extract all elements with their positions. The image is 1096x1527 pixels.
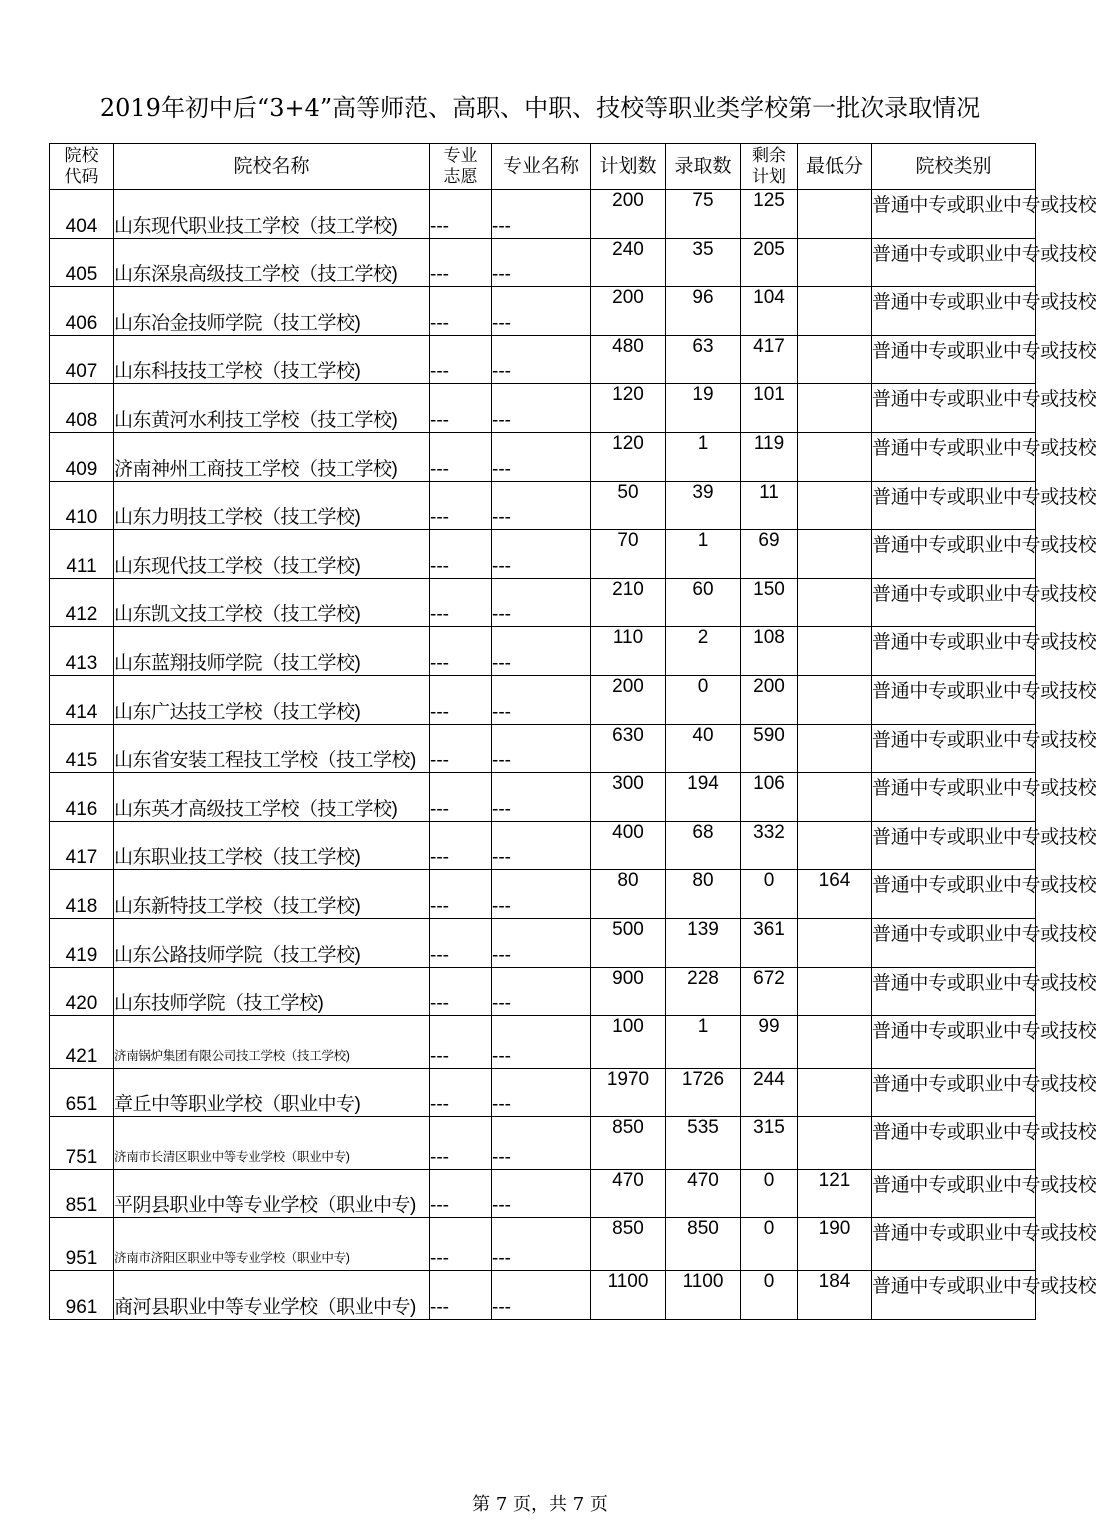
cell-code: 417 bbox=[50, 821, 114, 870]
cell-major-name: --- bbox=[492, 821, 591, 870]
cell-admitted: 75 bbox=[666, 190, 741, 239]
cell-major-name: --- bbox=[492, 190, 591, 239]
cell-major-name: --- bbox=[492, 1016, 591, 1069]
cell-school-name: 济南市济阳区职业中等专业学校（职业中专) bbox=[114, 1218, 430, 1271]
cell-admitted: 1100 bbox=[666, 1271, 741, 1320]
cell-min-score bbox=[798, 1016, 872, 1069]
cell-school-name: 山东黄河水利技工学校（技工学校) bbox=[114, 384, 430, 433]
cell-school-name: 山东新特技工学校（技工学校) bbox=[114, 870, 430, 919]
cell-admitted: 96 bbox=[666, 287, 741, 336]
cell-min-score: 190 bbox=[798, 1218, 872, 1271]
cell-remaining: 672 bbox=[741, 967, 798, 1016]
cell-remaining: 104 bbox=[741, 287, 798, 336]
cell-major-choice: --- bbox=[430, 821, 492, 870]
cell-min-score bbox=[798, 190, 872, 239]
cell-major-choice: --- bbox=[430, 384, 492, 433]
cell-plan: 200 bbox=[591, 287, 666, 336]
cell-school-name: 山东现代职业技工学校（技工学校) bbox=[114, 190, 430, 239]
cell-admitted: 850 bbox=[666, 1218, 741, 1271]
cell-remaining: 244 bbox=[741, 1068, 798, 1117]
cell-plan: 900 bbox=[591, 967, 666, 1016]
cell-category: 普通中专或职业中专或技校 bbox=[872, 1117, 1036, 1170]
table-row bbox=[50, 384, 1036, 433]
cell-major-choice: --- bbox=[430, 432, 492, 481]
cell-plan: 200 bbox=[591, 675, 666, 724]
cell-plan: 1100 bbox=[591, 1271, 666, 1320]
cell-category: 普通中专或职业中专或技校 bbox=[872, 190, 1036, 239]
cell-min-score bbox=[798, 1068, 872, 1117]
table-row bbox=[50, 481, 1036, 530]
cell-min-score bbox=[798, 773, 872, 822]
cell-code: 961 bbox=[50, 1271, 114, 1320]
table-row bbox=[50, 190, 1036, 239]
cell-major-name: --- bbox=[492, 967, 591, 1016]
cell-admitted: 35 bbox=[666, 238, 741, 287]
cell-remaining: 0 bbox=[741, 870, 798, 919]
table-row bbox=[50, 1016, 1036, 1069]
cell-code: 416 bbox=[50, 773, 114, 822]
cell-plan: 100 bbox=[591, 1016, 666, 1069]
cell-admitted: 2 bbox=[666, 627, 741, 676]
cell-school-name: 济南锅炉集团有限公司技工学校（技工学校) bbox=[114, 1016, 430, 1069]
cell-major-choice: --- bbox=[430, 190, 492, 239]
cell-remaining: 332 bbox=[741, 821, 798, 870]
cell-school-name: 平阴县职业中等专业学校（职业中专) bbox=[114, 1169, 430, 1218]
cell-plan: 120 bbox=[591, 384, 666, 433]
cell-category: 普通中专或职业中专或技校 bbox=[872, 432, 1036, 481]
cell-code: 415 bbox=[50, 724, 114, 773]
cell-code: 405 bbox=[50, 238, 114, 287]
cell-major-choice: --- bbox=[430, 1016, 492, 1069]
cell-plan: 630 bbox=[591, 724, 666, 773]
table-row bbox=[50, 530, 1036, 579]
cell-category: 普通中专或职业中专或技校 bbox=[872, 821, 1036, 870]
table-row bbox=[50, 675, 1036, 724]
cell-major-choice: --- bbox=[430, 1218, 492, 1271]
table-row bbox=[50, 627, 1036, 676]
cell-admitted: 0 bbox=[666, 675, 741, 724]
cell-code: 414 bbox=[50, 675, 114, 724]
cell-code: 421 bbox=[50, 1016, 114, 1069]
cell-category: 普通中专或职业中专或技校 bbox=[872, 1016, 1036, 1069]
header-plan: 计划数 bbox=[591, 144, 666, 190]
cell-plan: 80 bbox=[591, 870, 666, 919]
cell-category: 普通中专或职业中专或技校 bbox=[872, 1271, 1036, 1320]
cell-remaining: 0 bbox=[741, 1271, 798, 1320]
cell-school-name: 山东现代技工学校（技工学校) bbox=[114, 530, 430, 579]
cell-school-name: 山东凯文技工学校（技工学校) bbox=[114, 578, 430, 627]
cell-min-score: 184 bbox=[798, 1271, 872, 1320]
cell-category: 普通中专或职业中专或技校 bbox=[872, 238, 1036, 287]
cell-major-name: --- bbox=[492, 1068, 591, 1117]
cell-plan: 120 bbox=[591, 432, 666, 481]
cell-major-choice: --- bbox=[430, 1117, 492, 1170]
table-row bbox=[50, 724, 1036, 773]
cell-major-choice: --- bbox=[430, 773, 492, 822]
table-body bbox=[50, 190, 1096, 1320]
cell-major-name: --- bbox=[492, 432, 591, 481]
header-min-score: 最低分 bbox=[798, 144, 872, 190]
cell-school-name: 济南市长清区职业中等专业学校（职业中专) bbox=[114, 1117, 430, 1170]
table-row bbox=[50, 967, 1036, 1016]
cell-code: 418 bbox=[50, 870, 114, 919]
cell-admitted: 39 bbox=[666, 481, 741, 530]
cell-code: 420 bbox=[50, 967, 114, 1016]
cell-plan: 470 bbox=[591, 1169, 666, 1218]
cell-plan: 500 bbox=[591, 918, 666, 967]
table-row bbox=[50, 1117, 1036, 1170]
cell-category: 普通中专或职业中专或技校 bbox=[872, 627, 1036, 676]
cell-min-score bbox=[798, 918, 872, 967]
cell-major-name: --- bbox=[492, 481, 591, 530]
cell-plan: 210 bbox=[591, 578, 666, 627]
cell-category: 普通中专或职业中专或技校 bbox=[872, 724, 1036, 773]
cell-major-name: --- bbox=[492, 773, 591, 822]
page-footer: 第 7 页，共 7 页 bbox=[472, 1494, 608, 1515]
cell-code: 407 bbox=[50, 335, 114, 384]
cell-school-name: 山东蓝翔技师学院（技工学校) bbox=[114, 627, 430, 676]
table-row bbox=[50, 578, 1036, 627]
cell-code: 412 bbox=[50, 578, 114, 627]
cell-code: 413 bbox=[50, 627, 114, 676]
cell-remaining: 205 bbox=[741, 238, 798, 287]
cell-major-name: --- bbox=[492, 870, 591, 919]
cell-min-score bbox=[798, 287, 872, 336]
cell-code: 406 bbox=[50, 287, 114, 336]
cell-min-score bbox=[798, 967, 872, 1016]
cell-major-choice: --- bbox=[430, 918, 492, 967]
cell-admitted: 63 bbox=[666, 335, 741, 384]
cell-school-name: 山东深泉高级技工学校（技工学校) bbox=[114, 238, 430, 287]
cell-code: 409 bbox=[50, 432, 114, 481]
cell-category: 普通中专或职业中专或技校 bbox=[872, 675, 1036, 724]
cell-admitted: 470 bbox=[666, 1169, 741, 1218]
cell-plan: 850 bbox=[591, 1218, 666, 1271]
cell-school-name: 济南神州工商技工学校（技工学校) bbox=[114, 432, 430, 481]
cell-major-name: --- bbox=[492, 675, 591, 724]
cell-min-score: 121 bbox=[798, 1169, 872, 1218]
cell-remaining: 361 bbox=[741, 918, 798, 967]
cell-plan: 70 bbox=[591, 530, 666, 579]
cell-admitted: 68 bbox=[666, 821, 741, 870]
table-row bbox=[50, 287, 1036, 336]
cell-remaining: 590 bbox=[741, 724, 798, 773]
cell-major-choice: --- bbox=[430, 287, 492, 336]
cell-category: 普通中专或职业中专或技校 bbox=[872, 773, 1036, 822]
cell-major-name: --- bbox=[492, 335, 591, 384]
cell-code: 411 bbox=[50, 530, 114, 579]
cell-remaining: 125 bbox=[741, 190, 798, 239]
cell-school-name: 山东广达技工学校（技工学校) bbox=[114, 675, 430, 724]
cell-major-name: --- bbox=[492, 1117, 591, 1170]
cell-major-choice: --- bbox=[430, 870, 492, 919]
cell-admitted: 40 bbox=[666, 724, 741, 773]
cell-category: 普通中专或职业中专或技校 bbox=[872, 287, 1036, 336]
cell-school-name: 山东技师学院（技工学校) bbox=[114, 967, 430, 1016]
cell-code: 851 bbox=[50, 1169, 114, 1218]
table-row bbox=[50, 1218, 1036, 1271]
cell-admitted: 535 bbox=[666, 1117, 741, 1170]
cell-major-name: --- bbox=[492, 1218, 591, 1271]
cell-major-name: --- bbox=[492, 1169, 591, 1218]
cell-remaining: 101 bbox=[741, 384, 798, 433]
header-code: 院校 代码 bbox=[50, 144, 114, 190]
cell-code: 951 bbox=[50, 1218, 114, 1271]
cell-school-name: 山东公路技师学院（技工学校) bbox=[114, 918, 430, 967]
table-header-row bbox=[50, 144, 1036, 190]
cell-min-score bbox=[798, 432, 872, 481]
cell-plan: 200 bbox=[591, 190, 666, 239]
cell-major-choice: --- bbox=[430, 627, 492, 676]
cell-code: 404 bbox=[50, 190, 114, 239]
cell-school-name: 山东冶金技师学院（技工学校) bbox=[114, 287, 430, 336]
cell-major-choice: --- bbox=[430, 238, 492, 287]
cell-school-name: 商河县职业中等专业学校（职业中专) bbox=[114, 1271, 430, 1320]
page-title: 2019年初中后“3+4”高等师范、高职、中职、技校等职业类学校第一批次录取情况 bbox=[99, 94, 981, 122]
cell-category: 普通中专或职业中专或技校 bbox=[872, 335, 1036, 384]
cell-admitted: 139 bbox=[666, 918, 741, 967]
cell-major-name: --- bbox=[492, 287, 591, 336]
cell-major-name: --- bbox=[492, 530, 591, 579]
cell-remaining: 417 bbox=[741, 335, 798, 384]
cell-min-score bbox=[798, 578, 872, 627]
table-row bbox=[50, 1169, 1036, 1218]
cell-min-score: 164 bbox=[798, 870, 872, 919]
cell-plan: 480 bbox=[591, 335, 666, 384]
cell-major-choice: --- bbox=[430, 1169, 492, 1218]
cell-major-choice: --- bbox=[430, 578, 492, 627]
cell-major-name: --- bbox=[492, 238, 591, 287]
cell-code: 419 bbox=[50, 918, 114, 967]
cell-remaining: 108 bbox=[741, 627, 798, 676]
cell-plan: 850 bbox=[591, 1117, 666, 1170]
cell-category: 普通中专或职业中专或技校 bbox=[872, 1169, 1036, 1218]
cell-major-choice: --- bbox=[430, 1068, 492, 1117]
cell-admitted: 80 bbox=[666, 870, 741, 919]
cell-code: 410 bbox=[50, 481, 114, 530]
admission-table bbox=[49, 143, 1096, 1320]
table-row bbox=[50, 335, 1036, 384]
cell-remaining: 11 bbox=[741, 481, 798, 530]
cell-major-choice: --- bbox=[430, 1271, 492, 1320]
cell-min-score bbox=[798, 384, 872, 433]
cell-min-score bbox=[798, 821, 872, 870]
cell-major-name: --- bbox=[492, 627, 591, 676]
table-row bbox=[50, 821, 1036, 870]
table-row bbox=[50, 918, 1036, 967]
cell-category: 普通中专或职业中专或技校 bbox=[872, 1218, 1036, 1271]
cell-major-name: --- bbox=[492, 384, 591, 433]
cell-min-score bbox=[798, 724, 872, 773]
cell-remaining: 99 bbox=[741, 1016, 798, 1069]
cell-remaining: 119 bbox=[741, 432, 798, 481]
cell-remaining: 0 bbox=[741, 1218, 798, 1271]
header-admitted: 录取数 bbox=[666, 144, 741, 190]
cell-major-name: --- bbox=[492, 1271, 591, 1320]
cell-school-name: 山东省安装工程技工学校（技工学校) bbox=[114, 724, 430, 773]
cell-plan: 300 bbox=[591, 773, 666, 822]
cell-category: 普通中专或职业中专或技校 bbox=[872, 481, 1036, 530]
cell-admitted: 1 bbox=[666, 432, 741, 481]
cell-remaining: 150 bbox=[741, 578, 798, 627]
cell-major-choice: --- bbox=[430, 530, 492, 579]
cell-plan: 110 bbox=[591, 627, 666, 676]
cell-plan: 240 bbox=[591, 238, 666, 287]
header-remaining: 剩余 计划 bbox=[741, 144, 798, 190]
cell-admitted: 1726 bbox=[666, 1068, 741, 1117]
cell-min-score bbox=[798, 1117, 872, 1170]
cell-major-choice: --- bbox=[430, 967, 492, 1016]
cell-remaining: 106 bbox=[741, 773, 798, 822]
cell-admitted: 194 bbox=[666, 773, 741, 822]
table-row bbox=[50, 1271, 1036, 1320]
cell-admitted: 228 bbox=[666, 967, 741, 1016]
cell-category: 普通中专或职业中专或技校 bbox=[872, 578, 1036, 627]
cell-major-name: --- bbox=[492, 724, 591, 773]
cell-admitted: 1 bbox=[666, 530, 741, 579]
header-major-choice: 专业 志愿 bbox=[430, 144, 492, 190]
cell-category: 普通中专或职业中专或技校 bbox=[872, 918, 1036, 967]
cell-category: 普通中专或职业中专或技校 bbox=[872, 1068, 1036, 1117]
cell-min-score bbox=[798, 238, 872, 287]
table-row bbox=[50, 870, 1036, 919]
cell-category: 普通中专或职业中专或技校 bbox=[872, 967, 1036, 1016]
cell-major-choice: --- bbox=[430, 481, 492, 530]
cell-major-choice: --- bbox=[430, 335, 492, 384]
cell-min-score bbox=[798, 335, 872, 384]
cell-category: 普通中专或职业中专或技校 bbox=[872, 384, 1036, 433]
cell-plan: 400 bbox=[591, 821, 666, 870]
cell-plan: 50 bbox=[591, 481, 666, 530]
cell-school-name: 山东英才高级技工学校（技工学校) bbox=[114, 773, 430, 822]
header-major-name: 专业名称 bbox=[492, 144, 591, 190]
cell-min-score bbox=[798, 675, 872, 724]
cell-admitted: 60 bbox=[666, 578, 741, 627]
cell-school-name: 章丘中等职业学校（职业中专) bbox=[114, 1068, 430, 1117]
table-row bbox=[50, 1068, 1036, 1117]
cell-school-name: 山东科技技工学校（技工学校) bbox=[114, 335, 430, 384]
table-row bbox=[50, 238, 1036, 287]
table-row bbox=[50, 432, 1036, 481]
cell-category: 普通中专或职业中专或技校 bbox=[872, 870, 1036, 919]
header-name: 院校名称 bbox=[114, 144, 430, 190]
header-category: 院校类别 bbox=[872, 144, 1036, 190]
cell-code: 408 bbox=[50, 384, 114, 433]
cell-code: 751 bbox=[50, 1117, 114, 1170]
cell-remaining: 0 bbox=[741, 1169, 798, 1218]
cell-remaining: 315 bbox=[741, 1117, 798, 1170]
cell-plan: 1970 bbox=[591, 1068, 666, 1117]
cell-min-score bbox=[798, 627, 872, 676]
cell-major-name: --- bbox=[492, 578, 591, 627]
cell-code: 651 bbox=[50, 1068, 114, 1117]
cell-category: 普通中专或职业中专或技校 bbox=[872, 530, 1036, 579]
cell-admitted: 1 bbox=[666, 1016, 741, 1069]
cell-major-name: --- bbox=[492, 918, 591, 967]
cell-school-name: 山东职业技工学校（技工学校) bbox=[114, 821, 430, 870]
cell-major-choice: --- bbox=[430, 675, 492, 724]
cell-min-score bbox=[798, 530, 872, 579]
cell-min-score bbox=[798, 481, 872, 530]
cell-remaining: 69 bbox=[741, 530, 798, 579]
cell-remaining: 200 bbox=[741, 675, 798, 724]
cell-school-name: 山东力明技工学校（技工学校) bbox=[114, 481, 430, 530]
table-row bbox=[50, 773, 1036, 822]
cell-major-choice: --- bbox=[430, 724, 492, 773]
cell-admitted: 19 bbox=[666, 384, 741, 433]
